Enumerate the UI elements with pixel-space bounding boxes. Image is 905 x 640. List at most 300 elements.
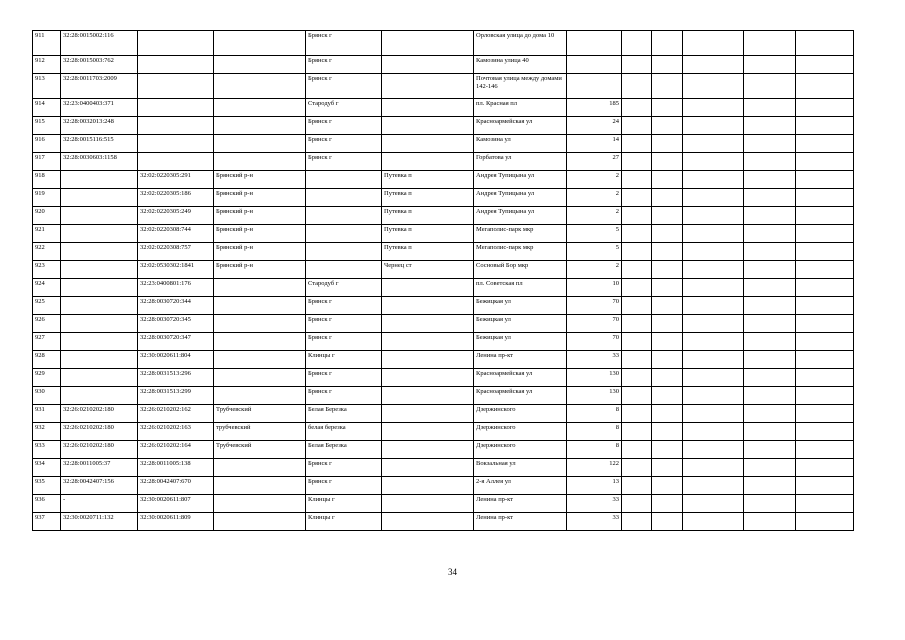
extra-cell-1 bbox=[622, 225, 652, 243]
extra-cell-5 bbox=[796, 207, 854, 225]
city-cell: белая березка bbox=[306, 423, 382, 441]
table-row bbox=[33, 56, 854, 74]
city-cell: Брянск г bbox=[306, 459, 382, 477]
extra-cell-4 bbox=[744, 99, 796, 117]
extra-cell-3 bbox=[683, 261, 744, 279]
extra-cell-3 bbox=[683, 117, 744, 135]
cadastral-number-1-cell bbox=[61, 387, 138, 405]
district-cell: Трубчевский bbox=[214, 405, 306, 423]
extra-cell-5 bbox=[796, 369, 854, 387]
extra-cell-4 bbox=[744, 297, 796, 315]
street-cell: Вокзальная ул bbox=[474, 459, 567, 477]
district-cell bbox=[214, 117, 306, 135]
extra-cell-5 bbox=[796, 315, 854, 333]
house-number-cell: 130 bbox=[567, 387, 622, 405]
extra-cell-5 bbox=[796, 261, 854, 279]
district-cell: Брянский р-н bbox=[214, 171, 306, 189]
table-row bbox=[33, 153, 854, 171]
row-number-cell: 918 bbox=[33, 171, 61, 189]
house-number-cell bbox=[567, 74, 622, 99]
district-cell bbox=[214, 135, 306, 153]
city-cell: Клинцы г bbox=[306, 513, 382, 531]
row-number-cell: 930 bbox=[33, 387, 61, 405]
district-cell: Трубчевский bbox=[214, 441, 306, 459]
table-row bbox=[33, 189, 854, 207]
extra-cell-5 bbox=[796, 459, 854, 477]
extra-cell-1 bbox=[622, 207, 652, 225]
district-cell: трубчевский bbox=[214, 423, 306, 441]
district-cell bbox=[214, 315, 306, 333]
street-cell: Красноармейская ул bbox=[474, 387, 567, 405]
table-row bbox=[33, 387, 854, 405]
table-row bbox=[33, 423, 854, 441]
extra-cell-1 bbox=[622, 243, 652, 261]
house-number-cell: 2 bbox=[567, 207, 622, 225]
extra-cell-5 bbox=[796, 153, 854, 171]
extra-cell-5 bbox=[796, 189, 854, 207]
extra-cell-2 bbox=[652, 405, 683, 423]
extra-cell-5 bbox=[796, 495, 854, 513]
extra-cell-4 bbox=[744, 74, 796, 99]
extra-cell-3 bbox=[683, 189, 744, 207]
cadastral-number-2-cell: 32:30:0020611:807 bbox=[138, 495, 214, 513]
extra-cell-3 bbox=[683, 31, 744, 56]
city-cell: Брянск г bbox=[306, 56, 382, 74]
row-number-cell: 937 bbox=[33, 513, 61, 531]
row-number-cell: 927 bbox=[33, 333, 61, 351]
city-cell: Стародуб г bbox=[306, 99, 382, 117]
house-number-cell: 122 bbox=[567, 459, 622, 477]
district-cell bbox=[214, 369, 306, 387]
street-cell: Ленина пр-кт bbox=[474, 513, 567, 531]
cadastral-number-2-cell: 32:26:0210202:164 bbox=[138, 441, 214, 459]
extra-cell-5 bbox=[796, 99, 854, 117]
cadastral-number-1-cell: 32:26:0210202:180 bbox=[61, 405, 138, 423]
extra-cell-5 bbox=[796, 117, 854, 135]
extra-cell-4 bbox=[744, 459, 796, 477]
street-cell: Ленина пр-кт bbox=[474, 351, 567, 369]
cadastral-number-2-cell: 32:02:0530302:1841 bbox=[138, 261, 214, 279]
street-cell: Дзержинского bbox=[474, 441, 567, 459]
table-row bbox=[33, 369, 854, 387]
house-number-cell: 70 bbox=[567, 315, 622, 333]
table-row bbox=[33, 315, 854, 333]
house-number-cell: 8 bbox=[567, 441, 622, 459]
row-number-cell: 928 bbox=[33, 351, 61, 369]
cadastral-number-1-cell bbox=[61, 189, 138, 207]
city-cell: Брянск г bbox=[306, 74, 382, 99]
district-cell bbox=[214, 495, 306, 513]
extra-cell-3 bbox=[683, 459, 744, 477]
extra-cell-4 bbox=[744, 243, 796, 261]
extra-cell-2 bbox=[652, 387, 683, 405]
cadastral-number-2-cell: 32:02:0220305:291 bbox=[138, 171, 214, 189]
extra-cell-1 bbox=[622, 297, 652, 315]
extra-cell-3 bbox=[683, 297, 744, 315]
district-cell bbox=[214, 387, 306, 405]
extra-cell-3 bbox=[683, 333, 744, 351]
street-cell: Горбатова ул bbox=[474, 153, 567, 171]
city-cell: Брянск г bbox=[306, 369, 382, 387]
extra-cell-5 bbox=[796, 351, 854, 369]
cadastral-number-2-cell: 32:02:0220308:744 bbox=[138, 225, 214, 243]
city-cell: Брянск г bbox=[306, 315, 382, 333]
table-row bbox=[33, 405, 854, 423]
extra-cell-4 bbox=[744, 135, 796, 153]
row-number-cell: 935 bbox=[33, 477, 61, 495]
row-number-cell: 916 bbox=[33, 135, 61, 153]
row-number-cell: 929 bbox=[33, 369, 61, 387]
cadastral-number-1-cell: - bbox=[61, 495, 138, 513]
row-number-cell: 913 bbox=[33, 74, 61, 99]
extra-cell-1 bbox=[622, 135, 652, 153]
settlement-cell bbox=[382, 369, 474, 387]
extra-cell-3 bbox=[683, 423, 744, 441]
house-number-cell: 33 bbox=[567, 351, 622, 369]
extra-cell-1 bbox=[622, 171, 652, 189]
extra-cell-2 bbox=[652, 207, 683, 225]
city-cell: Брянск г bbox=[306, 387, 382, 405]
extra-cell-4 bbox=[744, 405, 796, 423]
extra-cell-5 bbox=[796, 405, 854, 423]
extra-cell-5 bbox=[796, 333, 854, 351]
table-row bbox=[33, 207, 854, 225]
extra-cell-2 bbox=[652, 74, 683, 99]
district-cell bbox=[214, 153, 306, 171]
extra-cell-1 bbox=[622, 513, 652, 531]
cadastral-number-2-cell bbox=[138, 99, 214, 117]
cadastral-number-1-cell bbox=[61, 171, 138, 189]
extra-cell-3 bbox=[683, 351, 744, 369]
row-number-cell: 911 bbox=[33, 31, 61, 56]
city-cell: Брянск г bbox=[306, 333, 382, 351]
cadastral-number-2-cell bbox=[138, 31, 214, 56]
table-row bbox=[33, 261, 854, 279]
district-cell: Брянский р-н bbox=[214, 243, 306, 261]
street-cell: пл. Красная пл bbox=[474, 99, 567, 117]
house-number-cell: 8 bbox=[567, 405, 622, 423]
street-cell: Камозина улица 40 bbox=[474, 56, 567, 74]
table-row bbox=[33, 31, 854, 56]
cadastral-number-2-cell: 32:28:0031513:296 bbox=[138, 369, 214, 387]
extra-cell-2 bbox=[652, 225, 683, 243]
extra-cell-1 bbox=[622, 99, 652, 117]
city-cell: Клинцы г bbox=[306, 351, 382, 369]
row-number-cell: 919 bbox=[33, 189, 61, 207]
district-cell bbox=[214, 297, 306, 315]
extra-cell-2 bbox=[652, 135, 683, 153]
cadastral-number-1-cell: 32:28:0011703:2009 bbox=[61, 74, 138, 99]
cadastral-number-2-cell bbox=[138, 56, 214, 74]
row-number-cell: 924 bbox=[33, 279, 61, 297]
extra-cell-2 bbox=[652, 495, 683, 513]
extra-cell-2 bbox=[652, 243, 683, 261]
extra-cell-2 bbox=[652, 513, 683, 531]
house-number-cell: 70 bbox=[567, 333, 622, 351]
extra-cell-4 bbox=[744, 261, 796, 279]
district-cell: Брянский р-н bbox=[214, 207, 306, 225]
cadastral-number-2-cell: 32:28:0030720:345 bbox=[138, 315, 214, 333]
city-cell: Брянск г bbox=[306, 153, 382, 171]
settlement-cell bbox=[382, 387, 474, 405]
cadastral-number-2-cell: 32:30:0020611:804 bbox=[138, 351, 214, 369]
extra-cell-5 bbox=[796, 387, 854, 405]
extra-cell-1 bbox=[622, 405, 652, 423]
city-cell bbox=[306, 189, 382, 207]
settlement-cell: Путевка п bbox=[382, 189, 474, 207]
extra-cell-4 bbox=[744, 423, 796, 441]
city-cell: Белая Березка bbox=[306, 405, 382, 423]
city-cell: Брянск г bbox=[306, 135, 382, 153]
cadastral-number-1-cell: 32:26:0210202:180 bbox=[61, 441, 138, 459]
house-number-cell: 2 bbox=[567, 171, 622, 189]
cadastral-number-1-cell bbox=[61, 369, 138, 387]
street-cell: Красноармейская ул bbox=[474, 369, 567, 387]
cadastral-number-1-cell bbox=[61, 333, 138, 351]
district-cell: Брянский р-н bbox=[214, 189, 306, 207]
cadastral-number-2-cell: 32:02:0220305:186 bbox=[138, 189, 214, 207]
table-row bbox=[33, 297, 854, 315]
house-number-cell: 33 bbox=[567, 495, 622, 513]
extra-cell-1 bbox=[622, 153, 652, 171]
table-row bbox=[33, 441, 854, 459]
settlement-cell: Путевка п bbox=[382, 225, 474, 243]
extra-cell-3 bbox=[683, 315, 744, 333]
street-cell: Андрея Тупицына ул bbox=[474, 189, 567, 207]
extra-cell-5 bbox=[796, 74, 854, 99]
settlement-cell bbox=[382, 333, 474, 351]
extra-cell-2 bbox=[652, 31, 683, 56]
city-cell: Брянск г bbox=[306, 477, 382, 495]
extra-cell-1 bbox=[622, 495, 652, 513]
table-row bbox=[33, 74, 854, 99]
extra-cell-4 bbox=[744, 31, 796, 56]
table-row bbox=[33, 477, 854, 495]
cadastral-number-1-cell bbox=[61, 315, 138, 333]
cadastral-number-1-cell: 32:28:0030603:1158 bbox=[61, 153, 138, 171]
extra-cell-5 bbox=[796, 297, 854, 315]
table-row bbox=[33, 99, 854, 117]
street-cell: 2-я Аллея ул bbox=[474, 477, 567, 495]
settlement-cell bbox=[382, 297, 474, 315]
extra-cell-2 bbox=[652, 297, 683, 315]
settlement-cell bbox=[382, 351, 474, 369]
table-row bbox=[33, 459, 854, 477]
cadastral-number-1-cell bbox=[61, 243, 138, 261]
extra-cell-4 bbox=[744, 441, 796, 459]
house-number-cell: 24 bbox=[567, 117, 622, 135]
house-number-cell: 14 bbox=[567, 135, 622, 153]
cadastral-number-1-cell bbox=[61, 297, 138, 315]
extra-cell-2 bbox=[652, 99, 683, 117]
extra-cell-1 bbox=[622, 315, 652, 333]
city-cell bbox=[306, 171, 382, 189]
cadastral-number-1-cell bbox=[61, 261, 138, 279]
street-cell: Почтовая улица между домами 142-146 bbox=[474, 74, 567, 99]
row-number-cell: 920 bbox=[33, 207, 61, 225]
extra-cell-4 bbox=[744, 315, 796, 333]
street-cell: Бежицкая ул bbox=[474, 297, 567, 315]
extra-cell-2 bbox=[652, 189, 683, 207]
settlement-cell bbox=[382, 495, 474, 513]
street-cell: Мегаполис-парк мкр bbox=[474, 243, 567, 261]
house-number-cell: 130 bbox=[567, 369, 622, 387]
extra-cell-3 bbox=[683, 56, 744, 74]
table-row bbox=[33, 225, 854, 243]
settlement-cell bbox=[382, 405, 474, 423]
extra-cell-3 bbox=[683, 477, 744, 495]
extra-cell-4 bbox=[744, 279, 796, 297]
extra-cell-1 bbox=[622, 189, 652, 207]
street-cell: Мегаполис-парк мкр bbox=[474, 225, 567, 243]
house-number-cell bbox=[567, 31, 622, 56]
extra-cell-3 bbox=[683, 207, 744, 225]
street-cell: Сосновый Бор мкр bbox=[474, 261, 567, 279]
extra-cell-4 bbox=[744, 351, 796, 369]
row-number-cell: 934 bbox=[33, 459, 61, 477]
cadastral-number-1-cell bbox=[61, 351, 138, 369]
city-cell: Клинцы г bbox=[306, 495, 382, 513]
table-row bbox=[33, 513, 854, 531]
extra-cell-3 bbox=[683, 495, 744, 513]
extra-cell-2 bbox=[652, 423, 683, 441]
extra-cell-4 bbox=[744, 477, 796, 495]
extra-cell-5 bbox=[796, 441, 854, 459]
extra-cell-1 bbox=[622, 441, 652, 459]
extra-cell-5 bbox=[796, 135, 854, 153]
extra-cell-5 bbox=[796, 279, 854, 297]
city-cell: Белая Березка bbox=[306, 441, 382, 459]
cadastral-number-2-cell: 32:28:0031513:299 bbox=[138, 387, 214, 405]
table-row bbox=[33, 135, 854, 153]
cadastral-number-2-cell: 32:28:0030720:344 bbox=[138, 297, 214, 315]
extra-cell-2 bbox=[652, 315, 683, 333]
extra-cell-2 bbox=[652, 333, 683, 351]
house-number-cell: 10 bbox=[567, 279, 622, 297]
extra-cell-4 bbox=[744, 387, 796, 405]
street-cell: Камозина ул bbox=[474, 135, 567, 153]
cadastral-number-2-cell: 32:26:0210202:162 bbox=[138, 405, 214, 423]
extra-cell-2 bbox=[652, 279, 683, 297]
cadastral-number-1-cell: 32:28:0011005:37 bbox=[61, 459, 138, 477]
settlement-cell bbox=[382, 74, 474, 99]
extra-cell-5 bbox=[796, 423, 854, 441]
cadastral-number-1-cell: 32:28:0032013:248 bbox=[61, 117, 138, 135]
extra-cell-3 bbox=[683, 171, 744, 189]
extra-cell-2 bbox=[652, 117, 683, 135]
extra-cell-2 bbox=[652, 369, 683, 387]
district-cell bbox=[214, 333, 306, 351]
table-row bbox=[33, 333, 854, 351]
settlement-cell bbox=[382, 31, 474, 56]
street-cell: Орловская улица до дома 10 bbox=[474, 31, 567, 56]
extra-cell-1 bbox=[622, 459, 652, 477]
street-cell: Красноармейская ул bbox=[474, 117, 567, 135]
street-cell: Ленина пр-кт bbox=[474, 495, 567, 513]
settlement-cell bbox=[382, 315, 474, 333]
district-cell bbox=[214, 477, 306, 495]
house-number-cell: 13 bbox=[567, 477, 622, 495]
house-number-cell: 5 bbox=[567, 225, 622, 243]
street-cell: Андрея Тупицына ул bbox=[474, 207, 567, 225]
extra-cell-4 bbox=[744, 56, 796, 74]
extra-cell-2 bbox=[652, 56, 683, 74]
cadastral-number-1-cell: 32:28:0015002:116 bbox=[61, 31, 138, 56]
extra-cell-4 bbox=[744, 225, 796, 243]
table-row bbox=[33, 117, 854, 135]
registry-table bbox=[32, 30, 854, 531]
row-number-cell: 923 bbox=[33, 261, 61, 279]
district-cell bbox=[214, 99, 306, 117]
row-number-cell: 932 bbox=[33, 423, 61, 441]
extra-cell-3 bbox=[683, 441, 744, 459]
settlement-cell: Путевка п bbox=[382, 171, 474, 189]
extra-cell-5 bbox=[796, 171, 854, 189]
cadastral-number-2-cell: 32:02:0220308:757 bbox=[138, 243, 214, 261]
cadastral-number-1-cell bbox=[61, 279, 138, 297]
cadastral-number-1-cell: 32:28:0015003:762 bbox=[61, 56, 138, 74]
city-cell bbox=[306, 207, 382, 225]
cadastral-number-1-cell bbox=[61, 225, 138, 243]
cadastral-number-1-cell: 32:26:0210202:180 bbox=[61, 423, 138, 441]
extra-cell-1 bbox=[622, 117, 652, 135]
row-number-cell: 921 bbox=[33, 225, 61, 243]
extra-cell-3 bbox=[683, 405, 744, 423]
extra-cell-4 bbox=[744, 513, 796, 531]
table-row bbox=[33, 243, 854, 261]
row-number-cell: 912 bbox=[33, 56, 61, 74]
extra-cell-4 bbox=[744, 495, 796, 513]
extra-cell-1 bbox=[622, 423, 652, 441]
row-number-cell: 926 bbox=[33, 315, 61, 333]
city-cell: Стародуб г bbox=[306, 279, 382, 297]
row-number-cell: 925 bbox=[33, 297, 61, 315]
street-cell: Бежицкая ул bbox=[474, 315, 567, 333]
table-row bbox=[33, 279, 854, 297]
cadastral-number-2-cell: 32:26:0210202:163 bbox=[138, 423, 214, 441]
cadastral-number-2-cell bbox=[138, 74, 214, 99]
table-row bbox=[33, 351, 854, 369]
row-number-cell: 933 bbox=[33, 441, 61, 459]
city-cell bbox=[306, 261, 382, 279]
district-cell bbox=[214, 31, 306, 56]
extra-cell-2 bbox=[652, 351, 683, 369]
city-cell bbox=[306, 225, 382, 243]
cadastral-number-1-cell: 32:23:0400403:371 bbox=[61, 99, 138, 117]
house-number-cell: 2 bbox=[567, 261, 622, 279]
extra-cell-4 bbox=[744, 153, 796, 171]
house-number-cell bbox=[567, 56, 622, 74]
cadastral-number-2-cell bbox=[138, 135, 214, 153]
extra-cell-3 bbox=[683, 513, 744, 531]
extra-cell-1 bbox=[622, 31, 652, 56]
extra-cell-3 bbox=[683, 153, 744, 171]
cadastral-number-2-cell: 32:28:0030720:347 bbox=[138, 333, 214, 351]
extra-cell-4 bbox=[744, 207, 796, 225]
house-number-cell: 2 bbox=[567, 189, 622, 207]
district-cell bbox=[214, 351, 306, 369]
extra-cell-5 bbox=[796, 477, 854, 495]
cadastral-number-2-cell: 32:23:0400801:176 bbox=[138, 279, 214, 297]
district-cell: Брянский р-н bbox=[214, 261, 306, 279]
house-number-cell: 33 bbox=[567, 513, 622, 531]
extra-cell-3 bbox=[683, 243, 744, 261]
cadastral-number-2-cell bbox=[138, 117, 214, 135]
cadastral-number-2-cell bbox=[138, 153, 214, 171]
extra-cell-5 bbox=[796, 225, 854, 243]
extra-cell-3 bbox=[683, 387, 744, 405]
street-cell: Бежицкая ул bbox=[474, 333, 567, 351]
